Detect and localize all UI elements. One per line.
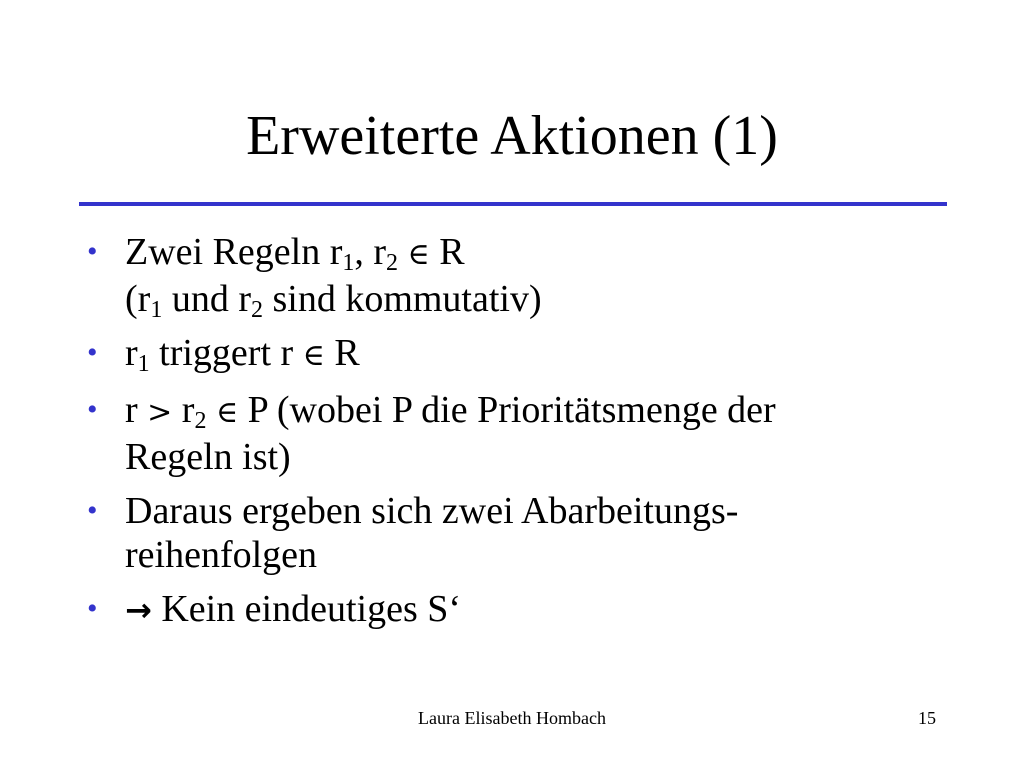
subscript: 1 — [150, 297, 163, 323]
subscript: 2 — [194, 408, 207, 434]
text-fragment: R — [439, 231, 465, 273]
text-fragment: P (wobei P die Prioritätsmenge der — [238, 389, 776, 431]
text-fragment: Kein eindeutiges S‘ — [151, 588, 462, 630]
text-fragment: r — [172, 389, 195, 431]
title-divider — [79, 202, 947, 206]
bullet-icon: • — [87, 235, 98, 268]
subscript: 2 — [250, 297, 263, 323]
bullet-text: Daraus ergeben sich zwei Abarbeitungs- — [125, 490, 739, 532]
bullet-item — [87, 388, 947, 479]
subscript: 1 — [137, 351, 150, 377]
bullet-text — [125, 230, 947, 277]
bullet-text-continuation: reihenfolgen — [125, 534, 318, 576]
element-of-symbol: ∈ — [407, 237, 430, 272]
element-of-symbol: ∈ — [302, 338, 325, 373]
text-fragment: sind kommutativ) — [262, 278, 542, 320]
bullet-text — [125, 587, 947, 632]
bullet-text — [125, 331, 947, 378]
element-of-symbol: ∈ — [215, 395, 239, 430]
subscript: 2 — [386, 250, 399, 276]
bullet-icon: • — [87, 494, 98, 527]
text-fragment: (r — [125, 278, 151, 320]
text-fragment: und r — [162, 278, 251, 320]
page-number: 15 — [918, 708, 936, 728]
bullet-icon: • — [87, 393, 98, 426]
text-fragment: triggert r — [149, 332, 303, 374]
bullet-text-continuation: Regeln ist) — [125, 436, 291, 478]
bullet-icon: • — [87, 336, 98, 369]
bullet-text — [125, 388, 947, 435]
subscript: 1 — [342, 250, 355, 276]
bullet-list — [87, 230, 947, 642]
text-fragment: r — [125, 389, 148, 431]
bullet-icon: • — [87, 592, 98, 625]
text-fragment: r — [125, 332, 138, 374]
bullet-item — [87, 587, 947, 632]
bullet-item — [87, 489, 947, 577]
text-fragment: , r — [354, 231, 387, 273]
bullet-item — [87, 331, 947, 378]
text-fragment: R — [324, 332, 360, 374]
bullet-text-continuation — [125, 277, 947, 321]
footer-author: Laura Elisabeth Hombach — [418, 708, 606, 728]
text-fragment: Zwei Regeln r — [125, 231, 343, 273]
arrow-right-icon: → — [125, 591, 152, 629]
greater-than-symbol: > — [147, 395, 173, 430]
bullet-item — [87, 230, 947, 321]
slide-title: Erweiterte Aktionen (1) — [246, 105, 778, 167]
